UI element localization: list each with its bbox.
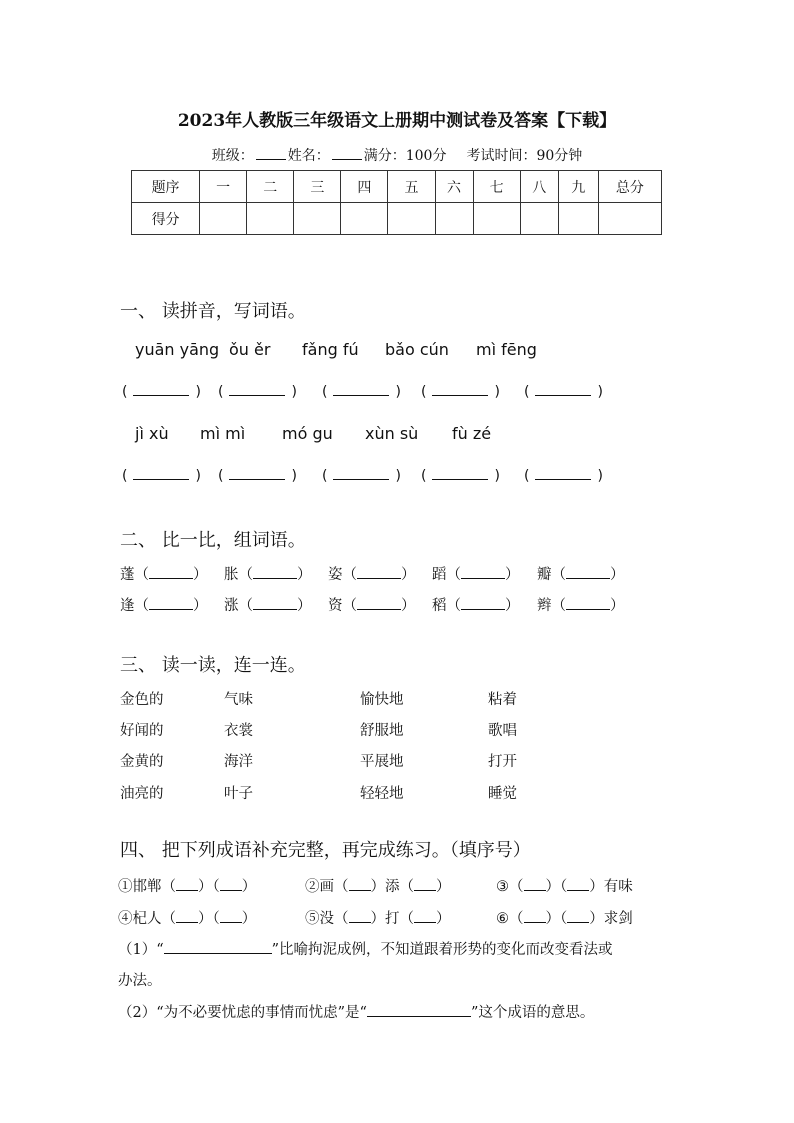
section-3-heading: 三、 读一读，连一连。 bbox=[120, 655, 306, 676]
match-word: 轻轻地 bbox=[360, 786, 404, 802]
score-table bbox=[131, 170, 662, 235]
answer-blank[interactable]: ( ) bbox=[322, 468, 401, 484]
match-word: 衣裳 bbox=[224, 723, 253, 739]
score-value-row bbox=[132, 203, 662, 235]
compare-item[interactable]: 胀（ ） bbox=[224, 567, 312, 583]
compare-item[interactable]: 瓣（ ） bbox=[537, 567, 625, 583]
name-label: 姓名： bbox=[287, 148, 330, 164]
pinyin: mì mì bbox=[200, 424, 246, 443]
match-word: 好闻的 bbox=[120, 723, 164, 739]
score-header-cell: 四 bbox=[341, 171, 388, 203]
exam-info bbox=[0, 145, 794, 165]
score-header-cell: 七 bbox=[473, 171, 520, 203]
pinyin: mì fēng bbox=[476, 340, 537, 359]
score-header-row bbox=[132, 171, 662, 203]
pinyin: jì xù bbox=[135, 424, 169, 443]
compare-char: 姿 bbox=[328, 567, 343, 583]
section-2-heading: 二、 比一比，组词语。 bbox=[120, 530, 306, 551]
page-title: 2023年人教版三年级语文上册期中测试卷及答案【下载】 bbox=[177, 111, 617, 131]
answer-blank[interactable]: ( ) bbox=[524, 468, 603, 484]
class-label: 班级： bbox=[211, 148, 254, 164]
compare-item[interactable]: 辫（ ） bbox=[537, 598, 625, 614]
answer-blank[interactable]: ( ) bbox=[524, 384, 603, 400]
question-2: （2）“为不必要忧虑的事情而忧虑”是“ ”这个成语的意思。 bbox=[118, 1005, 595, 1021]
question-1: （1）“ ”比喻拘泥成例，不知道跟着形势的变化而改变看法或 bbox=[118, 942, 613, 958]
score-cell[interactable] bbox=[247, 203, 294, 235]
answer-blank[interactable]: ( ) bbox=[122, 468, 201, 484]
score-cell[interactable] bbox=[435, 203, 473, 235]
question-1-blank[interactable] bbox=[164, 941, 272, 954]
score-cell[interactable] bbox=[341, 203, 388, 235]
compare-item[interactable]: 姿（ ） bbox=[328, 567, 416, 583]
match-word: 睡觉 bbox=[488, 786, 517, 802]
exam-time: 考试时间：90分钟 bbox=[466, 148, 583, 164]
compare-item[interactable]: 逢（ ） bbox=[120, 598, 208, 614]
compare-char: 瓣 bbox=[537, 567, 552, 583]
answer-blank[interactable]: ( ) bbox=[218, 384, 297, 400]
answer-blank[interactable]: ( ) bbox=[218, 468, 297, 484]
idiom-item[interactable]: ⑥（ ）（ ）求剑 bbox=[496, 911, 633, 927]
idiom-item[interactable]: ⑤没（ ）打（ ） bbox=[305, 911, 451, 927]
compare-item[interactable]: 蓬（ ） bbox=[120, 567, 208, 583]
pinyin: yuān yāng bbox=[135, 340, 220, 359]
compare-item[interactable]: 蹈（ ） bbox=[432, 567, 520, 583]
compare-item[interactable]: 涨（ ） bbox=[224, 598, 312, 614]
answer-blank[interactable]: ( ) bbox=[421, 384, 500, 400]
compare-char: 稻 bbox=[432, 598, 447, 614]
score-cell[interactable] bbox=[558, 203, 598, 235]
match-word: 打开 bbox=[488, 754, 517, 770]
match-word: 油亮的 bbox=[120, 786, 164, 802]
compare-char: 胀 bbox=[224, 567, 239, 583]
compare-char: 蓬 bbox=[120, 567, 135, 583]
score-cell[interactable] bbox=[598, 203, 661, 235]
score-header-cell: 九 bbox=[558, 171, 598, 203]
match-word: 歌唱 bbox=[488, 723, 517, 739]
name-blank[interactable] bbox=[332, 147, 362, 160]
pinyin: mó gu bbox=[282, 424, 333, 443]
score-cell[interactable] bbox=[200, 203, 247, 235]
match-word: 海洋 bbox=[224, 754, 253, 770]
idiom-item[interactable]: ①邯郸（ ）（ ） bbox=[118, 879, 257, 895]
score-cell[interactable] bbox=[473, 203, 520, 235]
match-word: 叶子 bbox=[224, 786, 253, 802]
class-blank[interactable] bbox=[256, 147, 286, 160]
question-1-cont: 办法。 bbox=[118, 973, 162, 989]
full-score: 满分：100分 bbox=[363, 148, 447, 164]
idiom-item[interactable]: ②画（ ）添（ ） bbox=[305, 879, 451, 895]
match-word: 金黄的 bbox=[120, 754, 164, 770]
score-header-cell: 五 bbox=[388, 171, 435, 203]
score-header-cell: 六 bbox=[435, 171, 473, 203]
compare-item[interactable]: 资（ ） bbox=[328, 598, 416, 614]
compare-char: 蹈 bbox=[432, 567, 447, 583]
idiom-item[interactable]: ③（ ）（ ）有味 bbox=[496, 879, 633, 895]
pinyin: fù zé bbox=[452, 424, 492, 443]
answer-blank[interactable]: ( ) bbox=[322, 384, 401, 400]
match-word: 舒服地 bbox=[360, 723, 404, 739]
score-cell[interactable] bbox=[294, 203, 341, 235]
compare-char: 涨 bbox=[224, 598, 239, 614]
score-row-label: 得分 bbox=[132, 203, 200, 235]
score-header-cell: 总分 bbox=[598, 171, 661, 203]
compare-char: 辫 bbox=[537, 598, 552, 614]
match-word: 金色的 bbox=[120, 692, 164, 708]
score-cell[interactable] bbox=[388, 203, 435, 235]
score-header-cell: 八 bbox=[520, 171, 558, 203]
compare-item[interactable]: 稻（ ） bbox=[432, 598, 520, 614]
score-header-cell: 一 bbox=[200, 171, 247, 203]
idiom-item[interactable]: ④杞人（ ）（ ） bbox=[118, 911, 257, 927]
section-1-heading: 一、 读拼音，写词语。 bbox=[120, 301, 306, 322]
score-header-cell: 三 bbox=[294, 171, 341, 203]
score-header-cell: 题序 bbox=[132, 171, 200, 203]
pinyin: xùn sù bbox=[365, 424, 419, 443]
compare-char: 资 bbox=[328, 598, 343, 614]
match-word: 粘着 bbox=[488, 692, 517, 708]
score-cell[interactable] bbox=[520, 203, 558, 235]
pinyin: ǒu ěr bbox=[229, 340, 271, 359]
score-header-cell: 二 bbox=[247, 171, 294, 203]
answer-blank[interactable]: ( ) bbox=[421, 468, 500, 484]
pinyin: bǎo cún bbox=[385, 340, 449, 359]
match-word: 气味 bbox=[224, 692, 253, 708]
question-2-blank[interactable] bbox=[367, 1004, 471, 1017]
match-word: 愉快地 bbox=[360, 692, 404, 708]
compare-char: 逢 bbox=[120, 598, 135, 614]
pinyin: fǎng fú bbox=[302, 340, 359, 359]
answer-blank[interactable]: ( ) bbox=[122, 384, 201, 400]
section-4-heading: 四、 把下列成语补充完整，再完成练习。（填序号） bbox=[120, 840, 531, 861]
match-word: 平展地 bbox=[360, 754, 404, 770]
